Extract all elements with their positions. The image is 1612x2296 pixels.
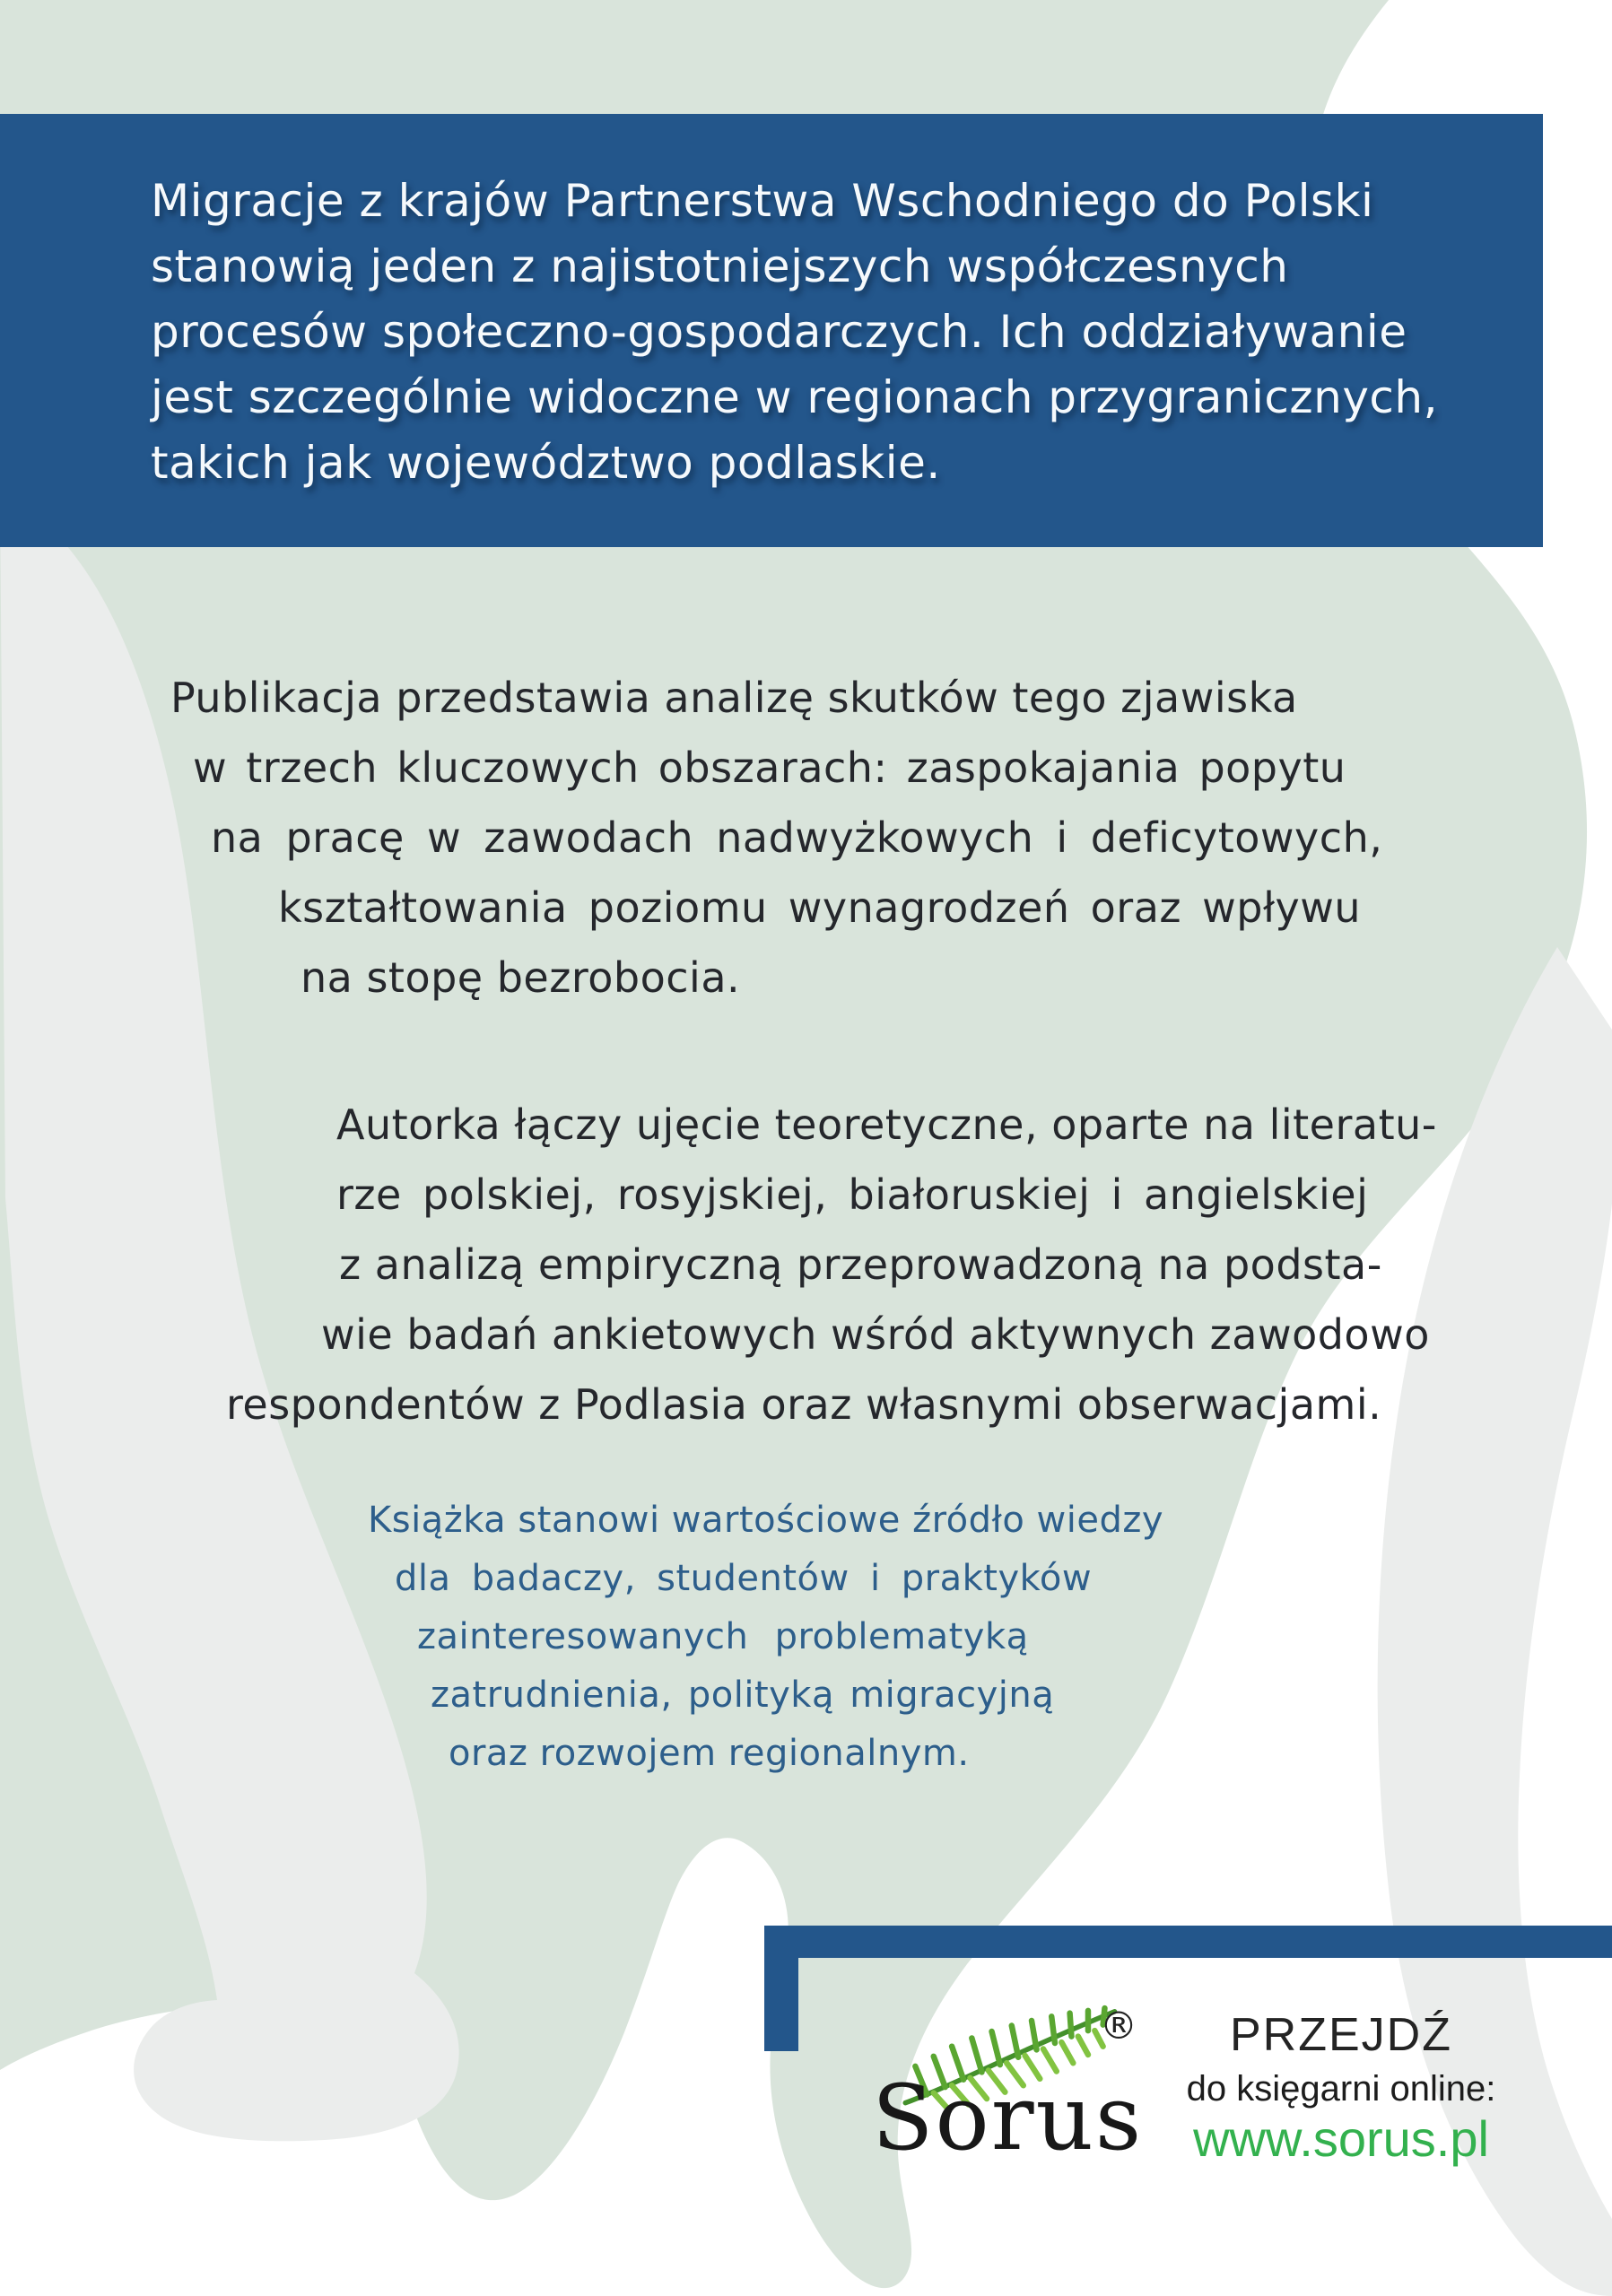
author-line: Autorka łączy ujęcie teoretyczne, oparte na literatu- [336,1100,1437,1149]
analysis-line: kształtowania poziomu wynagrodzeń oraz wpływu [278,883,1362,932]
footer-frame-horizontal-bar [764,1926,1612,1958]
header-line: takich jak województwo podlaskie. [151,437,941,489]
audience-line: oraz rozwojem regionalnym. [449,1733,970,1774]
header-line: jest szczególnie widoczne w regionach przygranicznych, [151,371,1439,423]
analysis-line: w trzech kluczowych obszarach: zaspokajania popytu [193,744,1346,792]
cta-action-label: PRZEJDŹ [1230,2009,1452,2061]
header-line: stanowią jeden z najistotniejszych współczesnych [151,240,1289,292]
header-line: procesów społeczno-gospodarczych. Ich oddziaływanie [151,306,1407,358]
analysis-line: na pracę w zawodach nadwyżkowych i deficytowych, [211,813,1383,862]
audience-line: zainteresowanych problematyką [417,1616,1029,1657]
audience-line: dla badaczy, studentów i praktyków [395,1558,1093,1599]
footer-frame-vertical-bar [764,1926,798,2051]
audience-line: zatrudnienia, polityką migracyjną [431,1674,1055,1716]
registered-trademark-icon: ® [1100,2004,1137,2048]
publisher-logo-text: Sorus [872,2066,1144,2170]
author-line: wie badań ankietowych wśród aktywnych zawodowo [321,1310,1430,1359]
analysis-line: na stopę bezrobocia. [301,953,741,1002]
cta-subtitle: do księgarni online: [1186,2069,1496,2109]
analysis-line: Publikacja przedstawia analizę skutków tego zjawiska [170,674,1298,722]
author-line: respondentów z Podlasia oraz własnymi obserwacjami. [226,1380,1382,1429]
author-line: z analizą empiryczną przeprowadzoną na podsta- [339,1240,1382,1289]
audience-line: Książka stanowi wartościowe źródło wiedzy [368,1500,1164,1541]
header-line: Migracje z krajów Partnerstwa Wschodniego do Polski [151,175,1374,227]
author-line: rze polskiej, rosyjskiej, białoruskiej i angielskiej [336,1170,1369,1219]
bookstore-url-link[interactable]: www.sorus.pl [1193,2110,1489,2168]
cta-block [1166,2007,1516,2167]
